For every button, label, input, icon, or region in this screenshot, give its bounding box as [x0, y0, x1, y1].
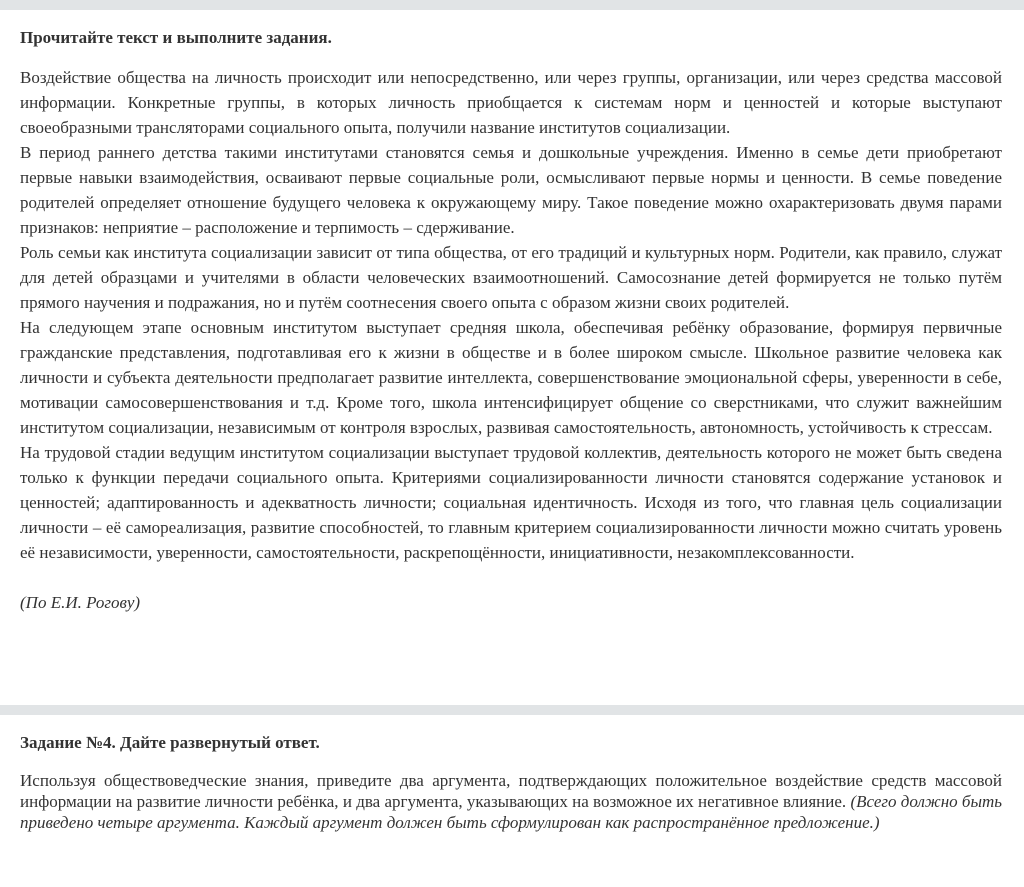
section-divider — [0, 705, 1024, 715]
task-section — [20, 732, 1002, 833]
task-text — [20, 770, 1002, 833]
reading-section — [20, 27, 1002, 615]
task-question: Используя обществоведческие знания, приведите два аргумента, подтверждающих положительное воздействие средств массовой информации на развитие личности ребёнка, и два аргумента, указывающих на возможное их негативное влияние. — [20, 771, 1002, 811]
reading-paragraph-3: Роль семьи как института социализации зависит от типа общества, от его традиций и культурных норм. Родители, как правило, служат для детей образцами и учителями в области человеческих взаимоотношений. Самосознание детей формируется не только путём прямого научения и подражания, но и путём соотнесения своего опыта с образом жизни своих родителей. — [20, 243, 1002, 312]
reading-paragraph-4: На следующем этапе основным институтом выступает средняя школа, обеспечивая ребёнку образование, формируя первичные гражданские представления, подготавливая его к жизни в обществе и в более широком смысле. Школьное развитие человека как личности и субъекта деятельности предполагает развитие интеллекта, совершенствование эмоциональной сферы, уверенности в себе, мотивации самосовершенствования и т.д. Кроме того, школа интенсифицирует общение со сверстниками, что служит важнейшим институтом социализации, независимым от контроля взрослых, развивая самостоятельность, автономность, устойчивость к стрессам. — [20, 318, 1002, 437]
task-note: (Всего должно быть приведено четыре аргумента. Каждый аргумент должен быть сформулирован как распространённое предложение.) — [20, 792, 1003, 832]
reading-paragraph-2: В период раннего детства такими институтами становятся семья и дошкольные учреждения. Именно в семье дети приобретают первые навыки взаимодействия, осваивают первые социальные роли, осмысливают первые нормы и ценности. В семье поведение родителей определяет отношение будущего человека к окружающему миру. Такое поведение можно охарактеризовать двумя парами признаков: неприятие – расположение и терпимость – сдерживание. — [20, 143, 1002, 237]
reading-paragraph-5: На трудовой стадии ведущим институтом социализации выступает трудовой коллектив, деятельность которого не может быть сведена только к функции передачи социального опыта. Критериями социализированности личности становятся содержание установок и ценностей; адаптированность и адекватность личности; социальная идентичность. Исходя из того, что главная цель социализации личности – её самореализация, развитие способностей, то главным критерием социализированности личности можно считать уровень её независимости, уверенности, самостоятельности, раскрепощённости, инициативности, незакомплексованности. — [20, 443, 1002, 562]
top-divider — [0, 0, 1024, 10]
task-heading: Задание №4. Дайте развернутый ответ. — [20, 733, 320, 752]
reading-source: (По Е.И. Рогову) — [20, 593, 141, 612]
reading-paragraph-1: Воздействие общества на личность происходит или непосредственно, или через группы, организации, или через средства массовой информации. Конкретные группы, в которых личность приобщается к системам норм и ценностей и которые выступают своеобразными трансляторами социального опыта, получили название институтов социализации. — [20, 68, 1002, 137]
reading-heading: Прочитайте текст и выполните задания. — [20, 28, 332, 47]
